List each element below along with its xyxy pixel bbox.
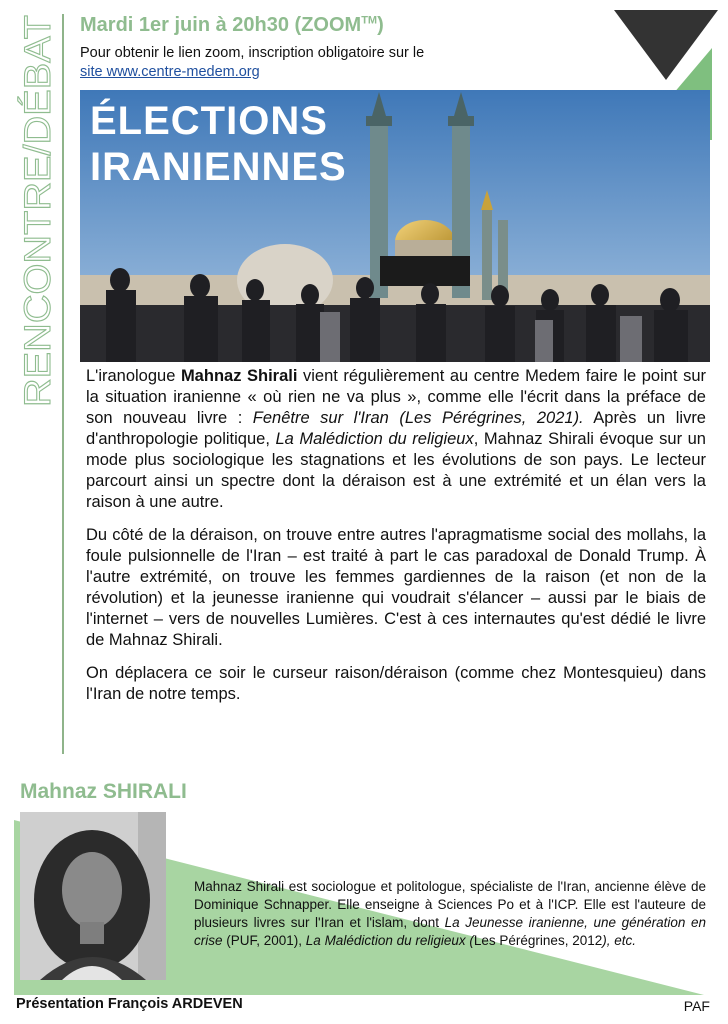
side-label-text: RENCONTRE/DÉBAT [17, 41, 58, 407]
paragraph-2: Du côté de la déraison, on trouve entre autres l'apragmatisme social des mollahs, la foule pulsionnelle de l'Iran – est traité à part le cas paradoxal de Donald Trump. À l'autre extrémité, on trouve les femmes gardiennes de la raison (et non de la révolution) et la jeunesse iranienne qui voudrait s'élancer – aussi par le biais de l'internet – vers de nouvelles Lumières. C'est à ces internautes qu'est dédié le livre de Mahnaz Shirali. [86, 526, 706, 649]
entry-fee-label: PAF [683, 998, 710, 1014]
hero-title-line1: ÉLECTIONS [90, 99, 328, 143]
paragraph-3: On déplacera ce soir le curseur raison/déraison (comme chez Montesquieu) dans l'Iran de notre temps. [86, 664, 706, 703]
hero-title-line2: IRANIENNES [90, 145, 347, 189]
vertical-divider [62, 14, 64, 754]
event-date-time: Mardi 1er juin à 20h30 (ZOOM™) [80, 14, 384, 36]
speaker-portrait [20, 812, 166, 980]
speaker-name: Mahnaz SHIRALI [20, 780, 187, 803]
hero-image [80, 90, 710, 362]
speaker-bio: Mahnaz Shirali est sociologue et politologue, spécialiste de l'Iran, ancienne élève de Dominique Schnapper. Elle enseigne à Sciences Po et à l'ICP. Elle est l'auteure de plusieurs livres sur l'Iran et l'islam, dont La Jeunesse iranienne, une génération en crise (PUF, 2001), La Malédiction du religieux (Les Pérégrines, 2012), etc. [194, 879, 706, 948]
paragraph-1: L'iranologue Mahnaz Shirali vient régulièrement au centre Medem faire le point sur la situation iranienne « où rien ne va plus », comme elle l'écrit dans la préface de son nouveau livre : Fenêtre sur l'Iran (Les Pérégrines, 2021). Après un livre d'anthropologie politique, La Malédiction du religieux, Mahnaz Shirali évoque sur un mode plus sociologique les stagnations et les évolutions de son pays. Le lecteur parcourt ainsi un spectre dont la déraison est à une extrémité et un élan vers la raison à une autre. [86, 367, 706, 511]
registration-info [80, 44, 424, 82]
hero-title [90, 98, 347, 190]
dark-triangle-decoration [614, 10, 718, 80]
presenter-credit: Présentation François ARDEVEN [16, 996, 243, 1012]
side-label-rencontre-debat [12, 12, 62, 410]
registration-text: Pour obtenir le lien zoom, inscription obligatoire sur le [80, 45, 425, 61]
article-body [86, 366, 706, 717]
site-link[interactable]: site www.centre-medem.org [80, 64, 260, 80]
